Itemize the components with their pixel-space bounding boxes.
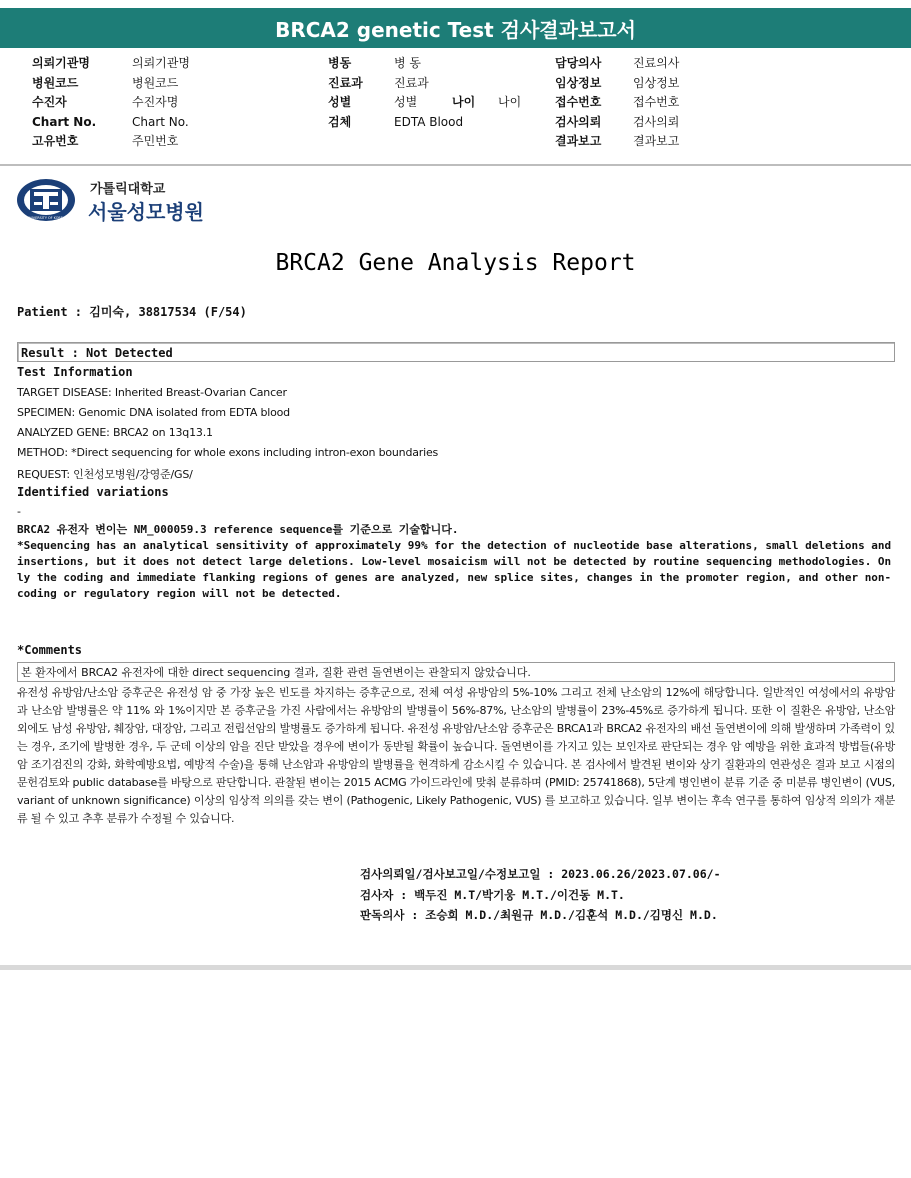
test-info-heading: Test Information — [17, 365, 133, 379]
header-value-age: 나이 — [498, 95, 522, 110]
header-label: 의뢰기관명 — [32, 56, 90, 71]
header-value: 병원코드 — [132, 75, 179, 90]
sensitivity-note: *Sequencing has an analytical sensitivity of approximately 99% for the detection of nucleotide base alterations, small deletions and insertions, but it does not detect large deletions. Low-level mosaicism will not be detected by routine sequencing methodologies. Only the coding and immediate flanking regions of genes are analyzed, new splice sites, changes in the promoter region, and other non-coding or regulatory region will not be detected. — [17, 539, 892, 600]
test-info-target: TARGET DISEASE: Inherited Breast-Ovarian Cancer — [17, 386, 287, 399]
header-value: Chart No. — [132, 114, 189, 129]
header-label: 검사의뢰 — [555, 114, 602, 129]
header-value: 성별 — [394, 95, 418, 110]
report-header-title: BRCA2 genetic Test 검사결과보고서 — [0, 8, 911, 48]
variations-heading: Identified variations — [17, 485, 169, 499]
header-label: 진료과 — [328, 75, 363, 90]
report-dates: 검사의뢰일/검사보고일/수정보고일 : 2023.06.26/2023.07.06/- — [360, 867, 721, 881]
header-value: 검사의뢰 — [633, 114, 680, 129]
header-label-age: 나이 — [452, 95, 476, 110]
header-label: 고유번호 — [32, 134, 79, 149]
test-info-specimen: SPECIMEN: Genomic DNA isolated from EDTA blood — [17, 406, 290, 419]
header-label: 결과보고 — [555, 134, 602, 149]
variations-value: - — [17, 505, 21, 518]
comments-heading: *Comments — [17, 643, 83, 657]
hospital-logo — [16, 176, 216, 224]
header-label: 수진자 — [32, 95, 67, 110]
emblem-text: UNIVERSITY OF KOREA — [26, 216, 66, 220]
logo-university-name: 가톨릭대학교 — [90, 182, 166, 197]
header-col-1 — [32, 54, 190, 152]
header-label: 접수번호 — [555, 95, 602, 110]
reading-physicians: 판독의사 : 조승희 M.D./최원규 M.D./김훈석 M.D./김명신 M.D. — [360, 908, 718, 922]
result-box: Result : Not Detected — [17, 342, 895, 362]
header-value: 접수번호 — [633, 95, 680, 110]
test-info-gene: ANALYZED GENE: BRCA2 on 13q13.1 — [17, 426, 213, 439]
header-label: 임상정보 — [555, 75, 602, 90]
header-col-2 — [328, 54, 521, 132]
header-value: 결과보고 — [633, 134, 680, 149]
header-divider — [0, 164, 911, 166]
header-label: 성별 — [328, 95, 352, 110]
examiners: 검사자 : 백두진 M.T/박기웅 M.T./이건동 M.T. — [360, 888, 625, 902]
header-value: 주민번호 — [132, 134, 179, 149]
header-value: 임상정보 — [633, 75, 680, 90]
header-value: 병 동 — [394, 56, 421, 71]
reference-note: BRCA2 유전자 변이는 NM_000059.3 reference sequence를 기준으로 기술합니다. — [17, 523, 459, 536]
test-info-request: REQUEST: 인천성모병원/강영준/GS/ — [17, 468, 193, 481]
header-value: 의뢰기관명 — [132, 56, 190, 71]
logo-hospital-name: 서울성모병원 — [88, 200, 204, 224]
header-value: 수진자명 — [132, 95, 179, 110]
header-value: EDTA Blood — [394, 114, 464, 129]
header-label: Chart No. — [32, 114, 97, 129]
header-label: 담당의사 — [555, 56, 602, 71]
header-col-3 — [555, 54, 679, 152]
header-label: 병동 — [328, 56, 352, 71]
header-label: 검체 — [328, 114, 352, 129]
patient-line: Patient : 김미숙, 38817534 (F/54) — [17, 305, 247, 319]
header-value: 진료의사 — [633, 56, 680, 71]
footer-divider — [0, 965, 911, 970]
header-value: 진료과 — [394, 75, 429, 90]
header-label: 병원코드 — [32, 75, 79, 90]
test-info-method: METHOD: *Direct sequencing for whole exons including intron-exon boundaries — [17, 446, 439, 459]
comment-body: 유전성 유방암/난소암 증후군은 유전성 암 중 가장 높은 빈도를 차지하는 증후군으로, 전체 여성 유방암의 5%-10% 그리고 전체 난소암의 12%에 해당합니다. 일반적인 여성에서의 유방암과 난소암 발병률은 약 11% 와 1%이지만 본 증후군을 가진 사람에서는 유방암의 발병률이 56%-87%, 난소암의 발병률이 23%-45%로 증가하게 됩니다. 또한 이 질환은 유방암, 난소암 외에도 남성 유방암, 췌장암, 대장암, 그리고 전립선암의 발병률도 증가하게 됩니다. 유전성 유방암/난소암 증후군은 BRCA1과 BRCA2 유전자의 배선 돌연변이에 의해 발생하며 가족력이 있는 경우, 조기에 발병한 경우, 두 군데 이상의 암을 진단 받았을 경우에 변이가 동반될 확률이 높습니다. 돌연변이를 가지고 있는 보인자로 판단되는 경우 암 예방을 위한 효과적 방법들(유방암 조기검진의 강화, 화학예방요법, 예방적 수술)을 통해 난소암과 유방암의 발병률을 현격하게 감소시킬 수 있습니다. 본 검사에서 발견된 변이와 상기 질환과의 연관성은 결과 보고 시점의 문헌검토와 public database를 바탕으로 판단합니다. 관찰된 변이는 2015 ACMG 가이드라인에 맞춰 분류하며 (PMID: 25741868), 5단계 병인변이 분류 기준 중 미분류 병인변이 (VUS, variant of unknown significance) 이상의 임상적 의의를 갖는 변이 (Pathogenic, Likely Pathogenic, VUS) 를 보고하고 있습니다. 일부 변이는 후속 연구를 통하여 임상적 의의가 재분류 될 수 있고 추후 분류가 수정될 수 있습니다. — [17, 686, 895, 825]
comment-summary-box: 본 환자에서 BRCA2 유전자에 대한 direct sequencing 결과, 질환 관련 돌연변이는 관찰되지 않았습니다. — [17, 662, 895, 682]
catholic-university-emblem-icon — [16, 178, 76, 222]
report-title: BRCA2 Gene Analysis Report — [275, 250, 636, 276]
